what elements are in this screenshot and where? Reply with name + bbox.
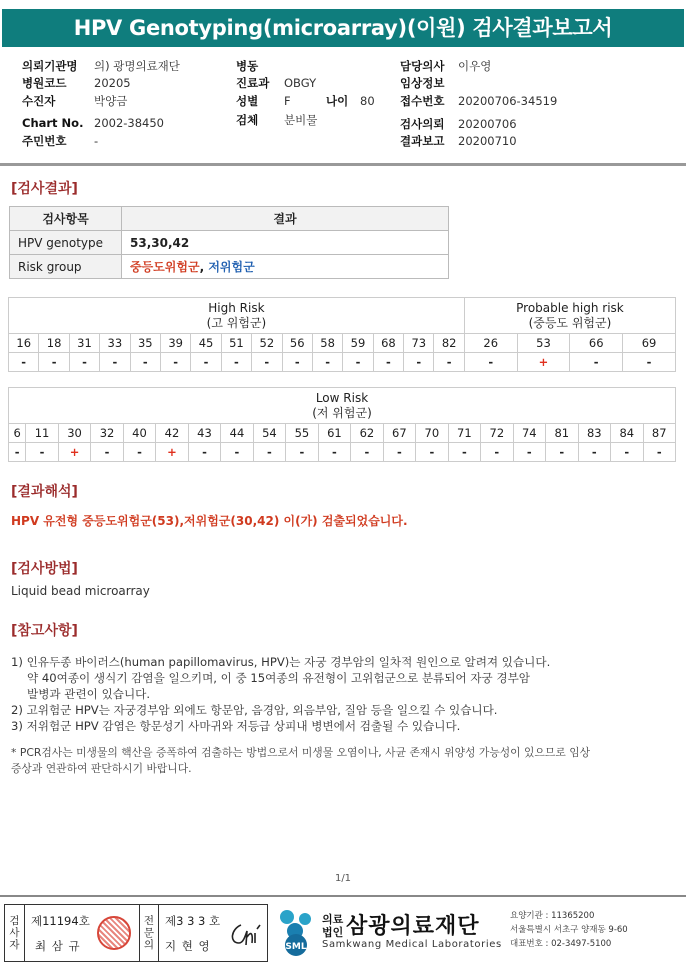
low-risk-header <box>9 388 676 424</box>
genotype-number: 69 <box>623 334 676 353</box>
lab-logo <box>274 905 684 963</box>
hospital-code-value: 20205 <box>94 76 131 90</box>
genotype-number: 26 <box>464 334 517 353</box>
genotype-number: 54 <box>253 424 285 443</box>
genotype-number: 52 <box>252 334 282 353</box>
examiner-name: 최 삼 규 <box>35 939 81 953</box>
genotype-number: 16 <box>9 334 39 353</box>
genotype-number: 74 <box>513 424 545 443</box>
risk-group-value <box>122 255 449 279</box>
genotype-number: 55 <box>286 424 318 443</box>
report-label: 결과보고 <box>400 134 445 148</box>
institution-label: 의뢰기관명 <box>22 59 78 73</box>
genotype-number: 35 <box>130 334 160 353</box>
genotype-mark: - <box>578 443 610 462</box>
lab-emblem-icon <box>274 907 320 957</box>
genotype-mark: - <box>404 353 434 372</box>
genotype-number: 61 <box>318 424 350 443</box>
high-risk-types-row <box>9 334 676 353</box>
genotype-mark: - <box>282 353 312 372</box>
genotype-mark: - <box>26 443 58 462</box>
accession-label: 접수번호 <box>400 94 445 108</box>
accession-value: 20200706-34519 <box>458 94 558 108</box>
genotype-value: 53,30,42 <box>122 231 449 255</box>
low-risk-subtitle: (저 위험군) <box>312 405 372 420</box>
resident-value: - <box>94 134 99 148</box>
page-number: 1/1 <box>334 873 352 884</box>
genotype-mark: - <box>448 443 480 462</box>
examiner-label-char: 사 <box>9 927 20 939</box>
genotype-mark: - <box>160 353 190 372</box>
high-risk-table <box>8 297 676 372</box>
age-label: 나이 <box>326 94 349 108</box>
genotype-mark: - <box>464 353 517 372</box>
lab-phone: 대표번호 : 02-3497-5100 <box>510 939 612 949</box>
report-value: 20200710 <box>458 134 517 148</box>
report-title: HPV Genotyping(microarray)(이원) 검사결과보고서 <box>2 9 684 47</box>
genotype-mark: - <box>130 353 160 372</box>
genotype-number: 70 <box>416 424 448 443</box>
genotype-mark: - <box>9 443 26 462</box>
institution-value: 의) 광명의료재단 <box>94 59 180 73</box>
high-risk-header <box>9 298 465 334</box>
section-interpretation: [결과해석] <box>11 484 78 500</box>
result-table <box>9 206 449 279</box>
chart-value: 2002-38450 <box>94 116 164 130</box>
lab-prefix <box>322 913 343 939</box>
specimen-value: 분비물 <box>284 113 318 127</box>
age-value: 80 <box>360 94 375 108</box>
probable-title: Probable high risk <box>516 300 624 315</box>
specialist-license: 제3 3 3 호 <box>165 914 221 928</box>
chart-label: Chart No. <box>22 116 84 130</box>
patient-value: 박양금 <box>94 94 128 108</box>
genotype-number: 68 <box>373 334 403 353</box>
genotype-mark: - <box>312 353 342 372</box>
clinical-label: 임상정보 <box>400 76 445 90</box>
genotype-mark: - <box>513 443 545 462</box>
genotype-mark: - <box>39 353 69 372</box>
high-risk-title: High Risk <box>208 300 265 315</box>
high-risk-subtitle: (고 위험군) <box>206 315 267 330</box>
method-text: Liquid bead microarray <box>11 584 150 598</box>
genotype-number: 56 <box>282 334 312 353</box>
lab-code: 요양기관 : 11365200 <box>510 911 595 921</box>
ward-label: 병동 <box>236 59 259 73</box>
specialist-label-char: 문 <box>143 927 155 939</box>
genotype-number: 59 <box>343 334 373 353</box>
genotype-mark: - <box>351 443 383 462</box>
note-1b: 약 40여종이 생식기 감염을 일으키며, 이 중 15여종의 유전형이 고위험군으로 분류되어 자궁 경부암 <box>27 671 531 685</box>
section-result: [검사결과] <box>11 181 78 197</box>
note-3: 3) 저위험군 HPV 감염은 항문성기 사마귀와 저등급 상피내 병변에서 검출될 수 있습니다. <box>11 719 461 733</box>
sex-label: 성별 <box>236 94 259 108</box>
genotype-mark: - <box>286 443 318 462</box>
genotype-mark: - <box>623 353 676 372</box>
genotype-mark: - <box>643 443 676 462</box>
genotype-mark: - <box>123 443 155 462</box>
genotype-number: 87 <box>643 424 676 443</box>
specialist-label-char: 의 <box>143 939 155 951</box>
specialist-label <box>139 905 159 961</box>
patient-label: 수진자 <box>22 94 56 108</box>
genotype-number: 66 <box>570 334 623 353</box>
lab-prefix-bottom: 법인 <box>322 926 344 939</box>
note-2: 2) 고위험군 HPV는 자궁경부암 외에도 항문암, 음경암, 외음부암, 질암 등을 일으킬 수 있습니다. <box>11 703 498 717</box>
genotype-number: 67 <box>383 424 415 443</box>
genotype-number: 53 <box>517 334 570 353</box>
examiner-label <box>5 905 25 961</box>
low-risk-title: Low Risk <box>315 390 369 405</box>
low-risk-types-row <box>9 424 676 443</box>
lab-badge-text: SML <box>285 942 307 952</box>
genotype-number: 84 <box>611 424 643 443</box>
dept-value: OBGY <box>284 76 317 90</box>
genotype-number: 81 <box>546 424 578 443</box>
genotype-number: 30 <box>58 424 90 443</box>
genotype-mark: + <box>58 443 90 462</box>
genotype-mark: + <box>517 353 570 372</box>
genotype-number: 43 <box>188 424 220 443</box>
risk-mid: 중등도위험군 <box>130 260 200 274</box>
disclaimer <box>11 745 671 777</box>
risk-low: 저위험군 <box>208 260 255 274</box>
risk-sep: , <box>199 260 209 274</box>
interpretation-text: HPV 유전형 중등도위험군(53),저위험군(30,42) 이(가) 검출되었습니다. <box>11 514 408 528</box>
examiner-label-char: 검 <box>9 915 20 927</box>
footer-divider <box>0 895 686 897</box>
genotype-mark: - <box>343 353 373 372</box>
genotype-number: 44 <box>221 424 253 443</box>
genotype-number: 62 <box>351 424 383 443</box>
genotype-number: 82 <box>434 334 464 353</box>
genotype-number: 40 <box>123 424 155 443</box>
genotype-mark: - <box>91 443 123 462</box>
lab-address: 서울특별시 서초구 양재동 9-60 <box>510 925 628 935</box>
genotype-mark: - <box>434 353 464 372</box>
genotype-mark: - <box>221 443 253 462</box>
genotype-number: 33 <box>100 334 130 353</box>
genotype-mark: - <box>221 353 251 372</box>
genotype-label: HPV genotype <box>10 231 122 255</box>
result-header-result: 결과 <box>122 207 449 231</box>
disclaimer-line-1: * PCR검사는 미생물의 핵산을 증폭하여 검출하는 방법으로서 미생물 오염이나, 사균 존재시 위양성 가능성이 있으므로 임상 <box>11 746 591 759</box>
resident-label: 주민번호 <box>22 134 67 148</box>
genotype-mark: - <box>481 443 513 462</box>
genotype-mark: - <box>253 443 285 462</box>
genotype-number: 18 <box>39 334 69 353</box>
section-notes: [참고사항] <box>11 623 78 639</box>
genotype-mark: - <box>611 443 643 462</box>
genotype-mark: - <box>570 353 623 372</box>
genotype-mark: - <box>383 443 415 462</box>
signature-block <box>4 904 268 962</box>
specialist-label-char: 전 <box>143 915 155 927</box>
doctor-value: 이우영 <box>458 59 492 73</box>
examiner-license: 제11194호 <box>31 914 90 928</box>
specialist-name: 지 현 영 <box>165 939 211 953</box>
sex-value: F <box>284 94 291 108</box>
probable-subtitle: (중등도 위험군) <box>528 315 612 330</box>
notes-list <box>11 654 671 734</box>
genotype-mark: - <box>252 353 282 372</box>
genotype-number: 39 <box>160 334 190 353</box>
genotype-mark: + <box>156 443 188 462</box>
genotype-number: 11 <box>26 424 58 443</box>
genotype-number: 51 <box>221 334 251 353</box>
low-risk-table <box>8 387 676 462</box>
genotype-mark: - <box>373 353 403 372</box>
request-label: 검사의뢰 <box>400 117 445 131</box>
genotype-number: 72 <box>481 424 513 443</box>
lab-prefix-top: 의료 <box>322 913 344 926</box>
result-header-item: 검사항목 <box>10 207 122 231</box>
genotype-mark: - <box>188 443 220 462</box>
genotype-number: 31 <box>69 334 99 353</box>
dept-label: 진료과 <box>236 76 270 90</box>
genotype-mark: - <box>318 443 350 462</box>
section-method: [검사방법] <box>11 561 78 577</box>
probable-header <box>464 298 675 334</box>
disclaimer-line-2: 증상과 연관하여 판단하시기 바랍니다. <box>11 762 192 775</box>
genotype-mark: - <box>100 353 130 372</box>
lab-name: 삼광의료재단 <box>346 914 480 939</box>
examiner-label-char: 자 <box>9 939 20 951</box>
genotype-mark: - <box>416 443 448 462</box>
genotype-mark: - <box>9 353 39 372</box>
genotype-number: 6 <box>9 424 26 443</box>
genotype-mark: - <box>546 443 578 462</box>
genotype-mark: - <box>191 353 221 372</box>
note-1a: 1) 인유두종 바이러스(human papillomavirus, HPV)는 자궁 경부암의 일차적 원인으로 알려져 있습니다. <box>11 655 551 669</box>
genotype-number: 32 <box>91 424 123 443</box>
genotype-number: 73 <box>404 334 434 353</box>
genotype-number: 71 <box>448 424 480 443</box>
genotype-number: 83 <box>578 424 610 443</box>
note-1c: 발병과 관련이 있습니다. <box>27 687 151 701</box>
high-risk-marks-row <box>9 353 676 372</box>
header-divider <box>0 163 686 166</box>
lab-name-en: Samkwang Medical Laboratories <box>322 939 502 950</box>
examiner-seal-icon <box>97 916 131 950</box>
genotype-number: 42 <box>156 424 188 443</box>
request-value: 20200706 <box>458 117 517 131</box>
genotype-number: 58 <box>312 334 342 353</box>
specimen-label: 검체 <box>236 113 259 127</box>
genotype-number: 45 <box>191 334 221 353</box>
hospital-code-label: 병원코드 <box>22 76 67 90</box>
risk-group-label: Risk group <box>10 255 122 279</box>
signature-icon <box>227 919 263 949</box>
doctor-label: 담당의사 <box>400 59 445 73</box>
low-risk-marks-row <box>9 443 676 462</box>
lab-meta <box>510 909 628 951</box>
genotype-mark: - <box>69 353 99 372</box>
